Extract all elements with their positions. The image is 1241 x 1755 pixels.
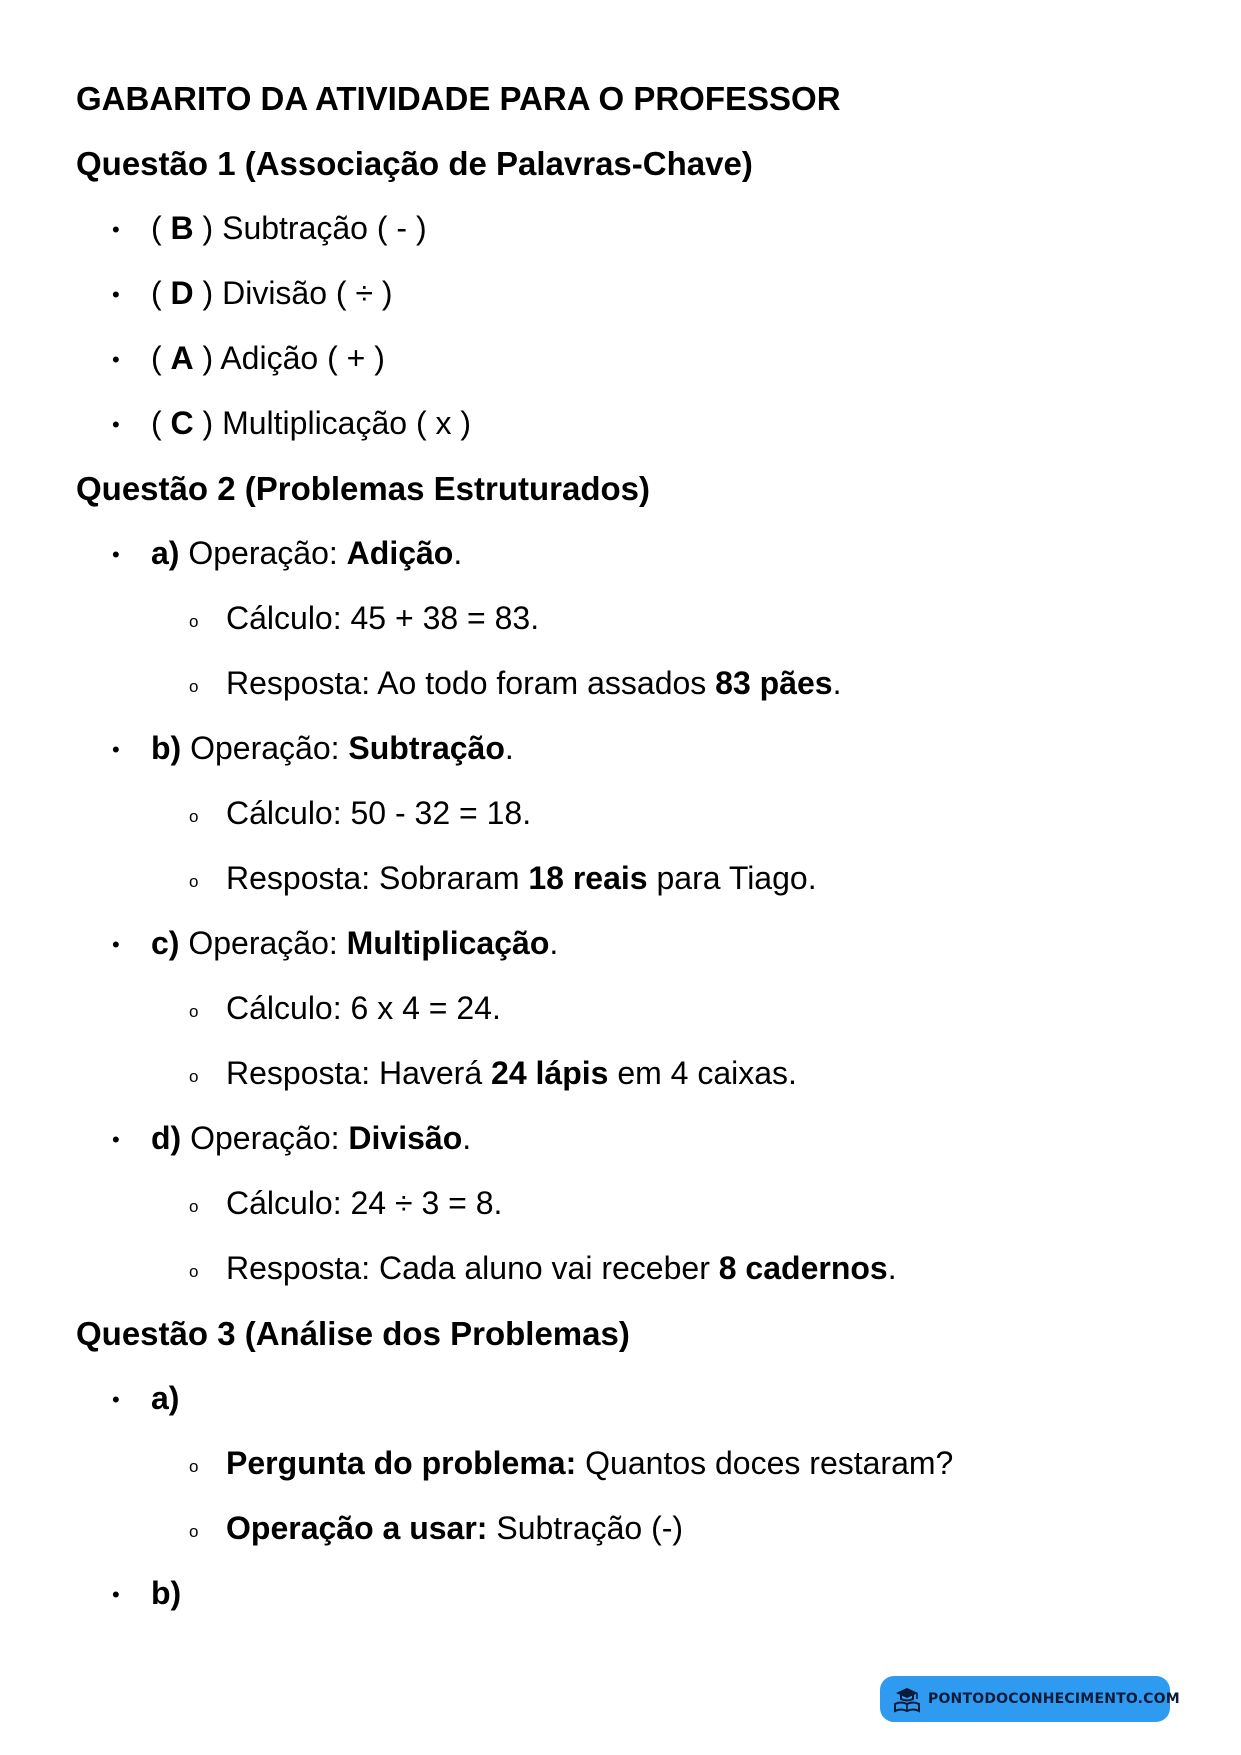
item-label: b) [151,1575,182,1611]
operation-name: Subtração [348,730,505,766]
q2-list-item: • b) Operação: Subtração. [76,716,1176,781]
question-2-heading: Questão 2 (Problemas Estruturados) [76,470,650,507]
books-graduation-cap-icon [892,1684,922,1714]
q2-answer-item: o Resposta: Sobraram 18 reais para Tiago. [76,846,1176,911]
q2-calc-item: o Cálculo: 6 x 4 = 24. [76,976,1176,1041]
sub-bullet-icon: o [189,1262,199,1281]
bullet-icon: • [112,412,120,437]
item-label: a) [151,1380,180,1416]
item-label: a) [151,535,180,571]
sub-bullet-icon: o [189,1457,199,1476]
q1-list-item: • ( C ) Multiplicação ( x ) [76,391,1176,456]
bullet-icon: • [112,932,120,957]
sub-bullet-icon: o [189,807,199,826]
q3-operation-item: o Operação a usar: Subtração (-) [76,1496,1176,1561]
q2-answer-item: o Resposta: Cada aluno vai receber 8 cadernos. [76,1236,1176,1301]
question-1-heading: Questão 1 (Associação de Palavras-Chave) [76,145,753,182]
bullet-icon: • [112,1127,120,1152]
document-title: GABARITO DA ATIVIDADE PARA O PROFESSOR [76,80,841,117]
q3-question-item: o Pergunta do problema: Quantos doces restaram? [76,1431,1176,1496]
q2-list-item: • a) Operação: Adição. [76,521,1176,586]
sub-bullet-icon: o [189,1067,199,1086]
item-label: d) [151,1120,182,1156]
q1-answer-letter: C [170,405,194,441]
bullet-icon: • [112,1387,120,1412]
q2-answer-item: o Resposta: Ao todo foram assados 83 pães. [76,651,1176,716]
q1-list-item: • ( B ) Subtração ( - ) [76,196,1176,261]
sub-bullet-icon: o [189,872,199,891]
sub-bullet-icon: o [189,1522,199,1541]
q2-list-item: • c) Operação: Multiplicação. [76,911,1176,976]
q3-list-item [76,1561,1176,1626]
operation-name: Adição [346,535,454,571]
item-label: c) [151,925,180,961]
q1-list-item: • ( A ) Adição ( + ) [76,326,1176,391]
q1-answer-letter: D [170,275,194,311]
q2-list-item: • d) Operação: Divisão. [76,1106,1176,1171]
sub-bullet-icon: o [189,1197,199,1216]
question-3-heading: Questão 3 (Análise dos Problemas) [76,1315,630,1352]
q3-list-item [76,1366,1176,1431]
bullet-icon: • [112,347,120,372]
operation-name: Divisão [348,1120,463,1156]
q1-list-item: • ( D ) Divisão ( ÷ ) [76,261,1176,326]
sub-bullet-icon: o [189,1002,199,1021]
bullet-icon: • [112,737,120,762]
q1-answer-letter: A [170,340,194,376]
bullet-icon: • [112,1582,120,1607]
operation-name: Multiplicação [346,925,550,961]
answer-key-page [76,66,1176,1626]
q2-calc-item: o Cálculo: 24 ÷ 3 = 8. [76,1171,1176,1236]
q2-calc-item: o Cálculo: 45 + 38 = 83. [76,586,1176,651]
logo-text: PONTODOCONHECIMENTO.COM [928,1691,1180,1707]
bullet-icon: • [112,217,120,242]
item-label: b) [151,730,182,766]
sub-bullet-icon: o [189,612,199,631]
bullet-icon: • [112,542,120,567]
bullet-icon: • [112,282,120,307]
q1-answer-letter: B [170,210,194,246]
q2-answer-item: o Resposta: Haverá 24 lápis em 4 caixas. [76,1041,1176,1106]
site-logo-badge [880,1676,1180,1722]
q2-calc-item: o Cálculo: 50 - 32 = 18. [76,781,1176,846]
sub-bullet-icon: o [189,677,199,696]
